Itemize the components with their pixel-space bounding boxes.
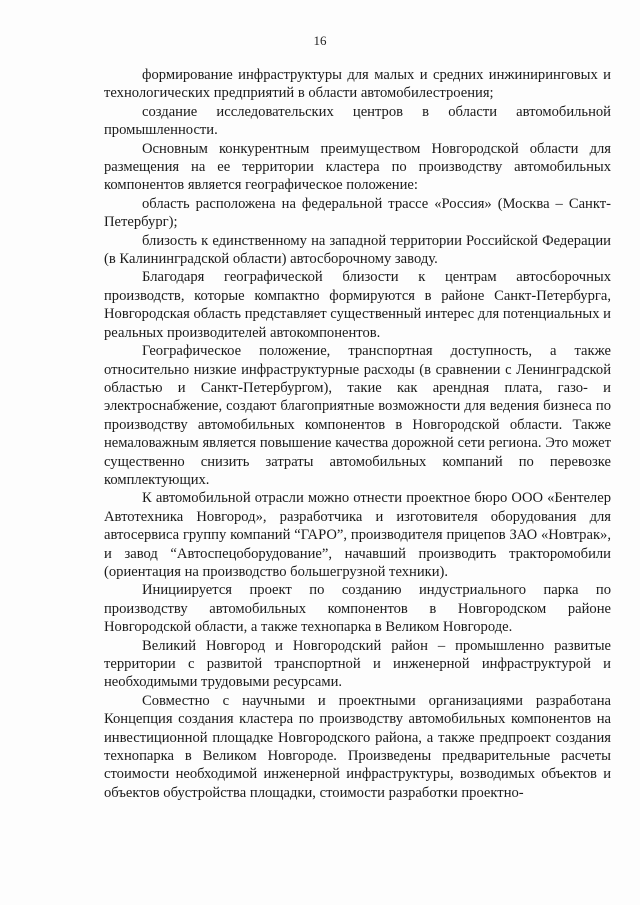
paragraph-federal-highway: область расположена на федеральной трассе «Россия» (Москва – Санкт-Петербург);: [104, 195, 611, 231]
paragraph-automotive-companies: К автомобильной отрасли можно отнести проектное бюро ООО «Бентелер Автотехника Новгород», разработчика и изготовителя оборудования для автосервиса группу компаний “ГАРО”, производителя прицепов ЗАО «Новтрак», и завод “Автоспецоборудование”, начавший производить тракторомобили (ориентация на производство большегрузной техники).: [104, 490, 611, 580]
paragraph-business-conditions: Географическое положение, транспортная доступность, а также относительно низкие инфраструктурные расходы (в сравнении с Ленинградской областью и Санкт-Петербургом), такие как арендная плата, газо- и электроснабжение, создают благоприятные возможности для ведения бизнеса по производству автомобильных компонентов в Новгородской области. Также немаловажным является повышение качества дорожной сети региона. Это может существенно снизить затраты автомобильных компаний по перевозке комплектующих.: [104, 343, 611, 488]
paragraph-geographic-proximity: Благодаря географической близости к центрам автосборочных производств, которые компактно формируются в районе Санкт-Петербурга, Новгородская область представляет существенный интерес для потенциальных и реальных производителей автокомпонентов.: [104, 269, 611, 341]
paragraph-assembly-plant-proximity: близость к единственному на западной территории Российской Федерации (в Калининградской области) автосборочному заводу.: [104, 232, 611, 268]
paragraph-infrastructure: формирование инфраструктуры для малых и средних инжиниринговых и технологических предприятий в области автомобилестроения;: [104, 67, 611, 102]
body-text: [104, 66, 611, 802]
paragraph-industrial-park: Инициируется проект по созданию индустриального парка по производству автомобильных компонентов в Новгородском районе Новгородской области, а также технопарка в Великом Новгороде.: [104, 582, 611, 636]
paragraph-research-centers: создание исследовательских центров в области автомобильной промышленности.: [104, 103, 611, 139]
paragraph-developed-territories: Великий Новгород и Новгородский район – промышленно развитые территории с развитой транспортной и инженерной инфраструктурой и необходимыми трудовыми ресурсами.: [104, 637, 611, 691]
paragraph-competitive-advantage: Основным конкурентным преимуществом Новгородской области для размещения на ее территории кластера по производству автомобильных компонентов является географическое положение:: [104, 140, 611, 194]
paragraph-cluster-concept: Совместно с научными и проектными организациями разработана Концепция создания кластера по производству автомобильных компонентов на инвестиционной площадке Новгородского района, а также предпроект создания технопарка в Великом Новгороде. Произведены предварительные расчеты стоимости необходимой инженерной инфраструктуры, возводимых объектов и объектов обустройства площадки, стоимости разработки проектно-: [104, 692, 611, 801]
page-number: 16: [313, 33, 327, 48]
